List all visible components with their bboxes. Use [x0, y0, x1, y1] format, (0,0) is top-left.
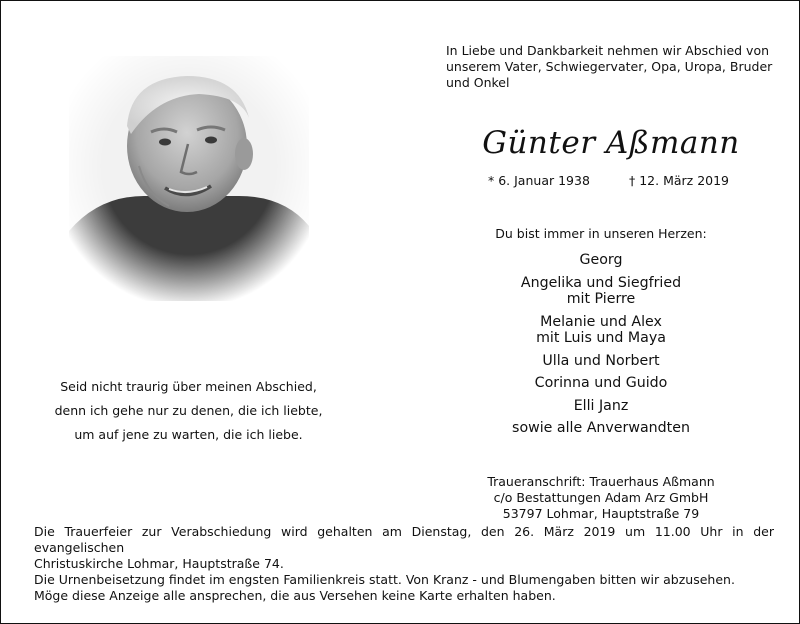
- mourner-entry: [471, 252, 731, 269]
- mourner-entry: [471, 314, 731, 347]
- mourner-line: sowie alle Anverwandten: [512, 420, 690, 436]
- quote-line: denn ich gehe nur zu denen, die ich liebte,: [54, 403, 323, 418]
- mourner-entry: [471, 398, 731, 415]
- mourner-line: Melanie und Alex: [540, 313, 662, 330]
- portrait-illustration: [69, 56, 309, 301]
- mourner-line: Angelika und Siegfried: [520, 274, 682, 291]
- mourning-address: [471, 474, 731, 522]
- mourner-line: mit Luis und Maya: [536, 330, 666, 346]
- funeral-details: [34, 524, 774, 604]
- mourner-line: Corinna und Guido: [534, 375, 668, 391]
- footer-line: Christuskirche Lohmar, Hauptstraße 74.: [34, 556, 284, 571]
- intro-text: [446, 43, 781, 91]
- deceased-name: Günter Aßmann: [482, 125, 740, 161]
- farewell-quote: [31, 375, 346, 447]
- mourner-line: Georg: [579, 252, 623, 268]
- mourner-line: Elli Janz: [573, 397, 629, 414]
- quote-line: Seid nicht traurig über meinen Abschied,: [60, 379, 317, 394]
- intro-line: und Onkel: [446, 75, 510, 90]
- footer-line: Die Trauerfeier zur Verabschiedung wird gehalten am Dienstag, den 26. März 2019 um 11.00 Uhr in der evangelischen: [34, 524, 774, 555]
- address-line: Traueranschrift: Trauerhaus Aßmann: [487, 474, 715, 489]
- mourner-entry: [471, 353, 731, 370]
- footer-line: Möge diese Anzeige alle ansprechen, die aus Versehen keine Karte erhalten haben.: [34, 588, 556, 603]
- portrait-photo: [69, 56, 309, 301]
- mourner-entry: [471, 275, 731, 308]
- mourner-entry: [471, 420, 731, 437]
- footer-line: Die Urnenbeisetzung findet im engsten Familienkreis statt. Von Kranz - und Blumengaben bitten wir abzusehen.: [34, 572, 735, 587]
- intro-line: unserem Vater, Schwiegervater, Opa, Uropa, Bruder: [446, 59, 773, 74]
- mourners-heading: Du bist immer in unseren Herzen:: [495, 226, 707, 241]
- mourner-line: Ulla und Norbert: [542, 352, 660, 369]
- mourners-list: [471, 252, 731, 443]
- mourner-line: mit Pierre: [566, 291, 636, 307]
- address-line: 53797 Lohmar, Hauptstraße 79: [502, 506, 700, 521]
- mourner-entry: [471, 375, 731, 392]
- death-date: † 12. März 2019: [629, 173, 730, 188]
- quote-line: um auf jene zu warten, die ich liebe.: [74, 427, 303, 442]
- birth-date: * 6. Januar 1938: [488, 173, 590, 188]
- address-line: c/o Bestattungen Adam Arz GmbH: [493, 490, 709, 505]
- intro-line: In Liebe und Dankbarkeit nehmen wir Abschied von: [446, 43, 770, 58]
